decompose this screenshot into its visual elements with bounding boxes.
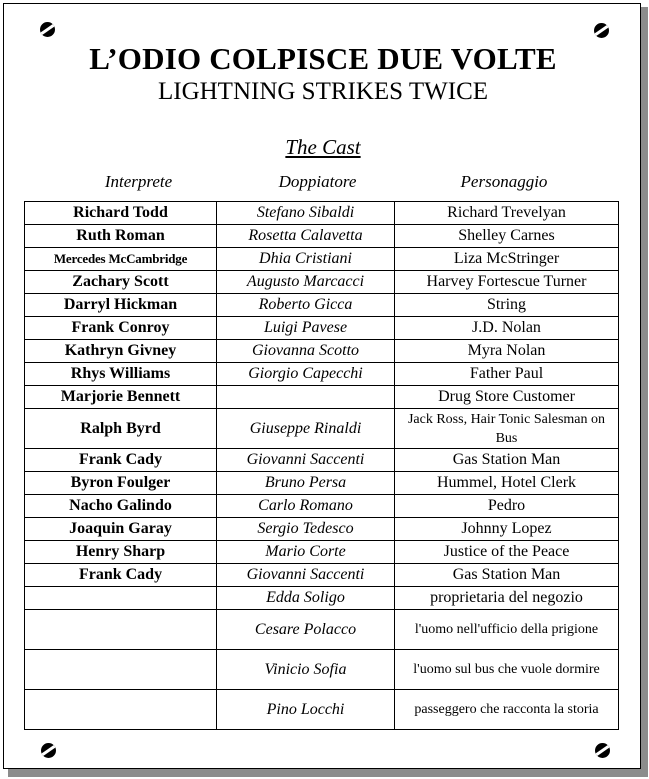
- dubber-cell: Sergio Tedesco: [217, 518, 395, 541]
- actor-cell: Mercedes McCambridge: [25, 248, 217, 271]
- table-row: [25, 650, 619, 690]
- role-cell: Richard Trevelyan: [395, 202, 619, 225]
- actor-cell: Frank Conroy: [25, 317, 217, 340]
- role-cell: Pedro: [395, 495, 619, 518]
- actor-cell: Darryl Hickman: [25, 294, 217, 317]
- actor-cell: Frank Cady: [25, 449, 217, 472]
- actor-cell: [25, 650, 217, 690]
- table-row: [25, 587, 619, 610]
- dubber-cell: Stefano Sibaldi: [217, 202, 395, 225]
- role-cell: l'uomo sul bus che vuole dormire: [395, 650, 619, 690]
- dubber-cell: Dhia Cristiani: [217, 248, 395, 271]
- role-cell: Father Paul: [395, 363, 619, 386]
- actor-cell: Ruth Roman: [25, 225, 217, 248]
- role-cell: String: [395, 294, 619, 317]
- actor-cell: Marjorie Bennett: [25, 386, 217, 409]
- table-row: [25, 409, 619, 449]
- table-row: [25, 363, 619, 386]
- dubber-cell: Cesare Polacco: [217, 610, 395, 650]
- dubber-cell: Luigi Pavese: [217, 317, 395, 340]
- role-cell: Gas Station Man: [395, 449, 619, 472]
- table-row: [25, 449, 619, 472]
- english-title: LIGHTNING STRIKES TWICE: [157, 78, 489, 105]
- role-cell: Gas Station Man: [395, 564, 619, 587]
- screw-icon: [595, 743, 610, 758]
- actor-cell: Ralph Byrd: [25, 409, 217, 449]
- table-row: [25, 225, 619, 248]
- role-cell: passeggero che racconta la storia: [395, 690, 619, 730]
- dubber-cell: Roberto Gicca: [217, 294, 395, 317]
- table-row: [25, 271, 619, 294]
- role-cell: Drug Store Customer: [395, 386, 619, 409]
- table-row: [25, 317, 619, 340]
- cast-plaque: [3, 3, 641, 769]
- cast-heading: The Cast: [285, 135, 361, 159]
- table-row: [25, 495, 619, 518]
- table-row: [25, 518, 619, 541]
- dubber-cell: Edda Soligo: [217, 587, 395, 610]
- actor-cell: Joaquin Garay: [25, 518, 217, 541]
- actor-cell: Rhys Williams: [25, 363, 217, 386]
- table-row: [25, 248, 619, 271]
- actor-cell: [25, 587, 217, 610]
- dubber-cell: Augusto Marcacci: [217, 271, 395, 294]
- table-row: [25, 472, 619, 495]
- role-cell: Johnny Lopez: [395, 518, 619, 541]
- cast-table: [24, 201, 619, 730]
- table-row: [25, 564, 619, 587]
- dubber-cell: Rosetta Calavetta: [217, 225, 395, 248]
- role-cell: Hummel, Hotel Clerk: [395, 472, 619, 495]
- dubber-cell: Carlo Romano: [217, 495, 395, 518]
- dubber-cell: Giovanna Scotto: [217, 340, 395, 363]
- actor-cell: Zachary Scott: [25, 271, 217, 294]
- role-cell: Jack Ross, Hair Tonic Salesman on Bus: [395, 409, 619, 449]
- column-header-doppiatore: Doppiatore: [278, 172, 357, 191]
- screw-icon: [41, 743, 56, 758]
- dubber-cell: Mario Corte: [217, 541, 395, 564]
- table-row: [25, 294, 619, 317]
- actor-cell: [25, 610, 217, 650]
- dubber-cell: Pino Locchi: [217, 690, 395, 730]
- column-header-interprete: Interprete: [104, 172, 173, 191]
- role-cell: l'uomo nell'ufficio della prigione: [395, 610, 619, 650]
- actor-cell: Henry Sharp: [25, 541, 217, 564]
- table-row: [25, 386, 619, 409]
- actor-cell: Byron Foulger: [25, 472, 217, 495]
- dubber-cell: Giuseppe Rinaldi: [217, 409, 395, 449]
- column-header-personaggio: Personaggio: [460, 172, 548, 191]
- role-cell: Myra Nolan: [395, 340, 619, 363]
- table-row: [25, 340, 619, 363]
- role-cell: Liza McStringer: [395, 248, 619, 271]
- dubber-cell: Giorgio Capecchi: [217, 363, 395, 386]
- screw-icon: [594, 23, 609, 38]
- role-cell: proprietaria del negozio: [395, 587, 619, 610]
- actor-cell: Nacho Galindo: [25, 495, 217, 518]
- role-cell: J.D. Nolan: [395, 317, 619, 340]
- dubber-cell: Giovanni Saccenti: [217, 564, 395, 587]
- actor-cell: Richard Todd: [25, 202, 217, 225]
- screw-icon: [40, 22, 55, 37]
- role-cell: Harvey Fortescue Turner: [395, 271, 619, 294]
- role-cell: Justice of the Peace: [395, 541, 619, 564]
- dubber-cell: Bruno Persa: [217, 472, 395, 495]
- dubber-cell: Vinicio Sofia: [217, 650, 395, 690]
- actor-cell: Kathryn Givney: [25, 340, 217, 363]
- italian-title: L’ODIO COLPISCE DUE VOLTE: [89, 41, 557, 76]
- table-row: [25, 610, 619, 650]
- dubber-cell: Giovanni Saccenti: [217, 449, 395, 472]
- actor-cell: [25, 690, 217, 730]
- actor-cell: Frank Cady: [25, 564, 217, 587]
- role-cell: Shelley Carnes: [395, 225, 619, 248]
- table-row: [25, 690, 619, 730]
- dubber-cell: [217, 386, 395, 409]
- table-row: [25, 541, 619, 564]
- table-row: [25, 202, 619, 225]
